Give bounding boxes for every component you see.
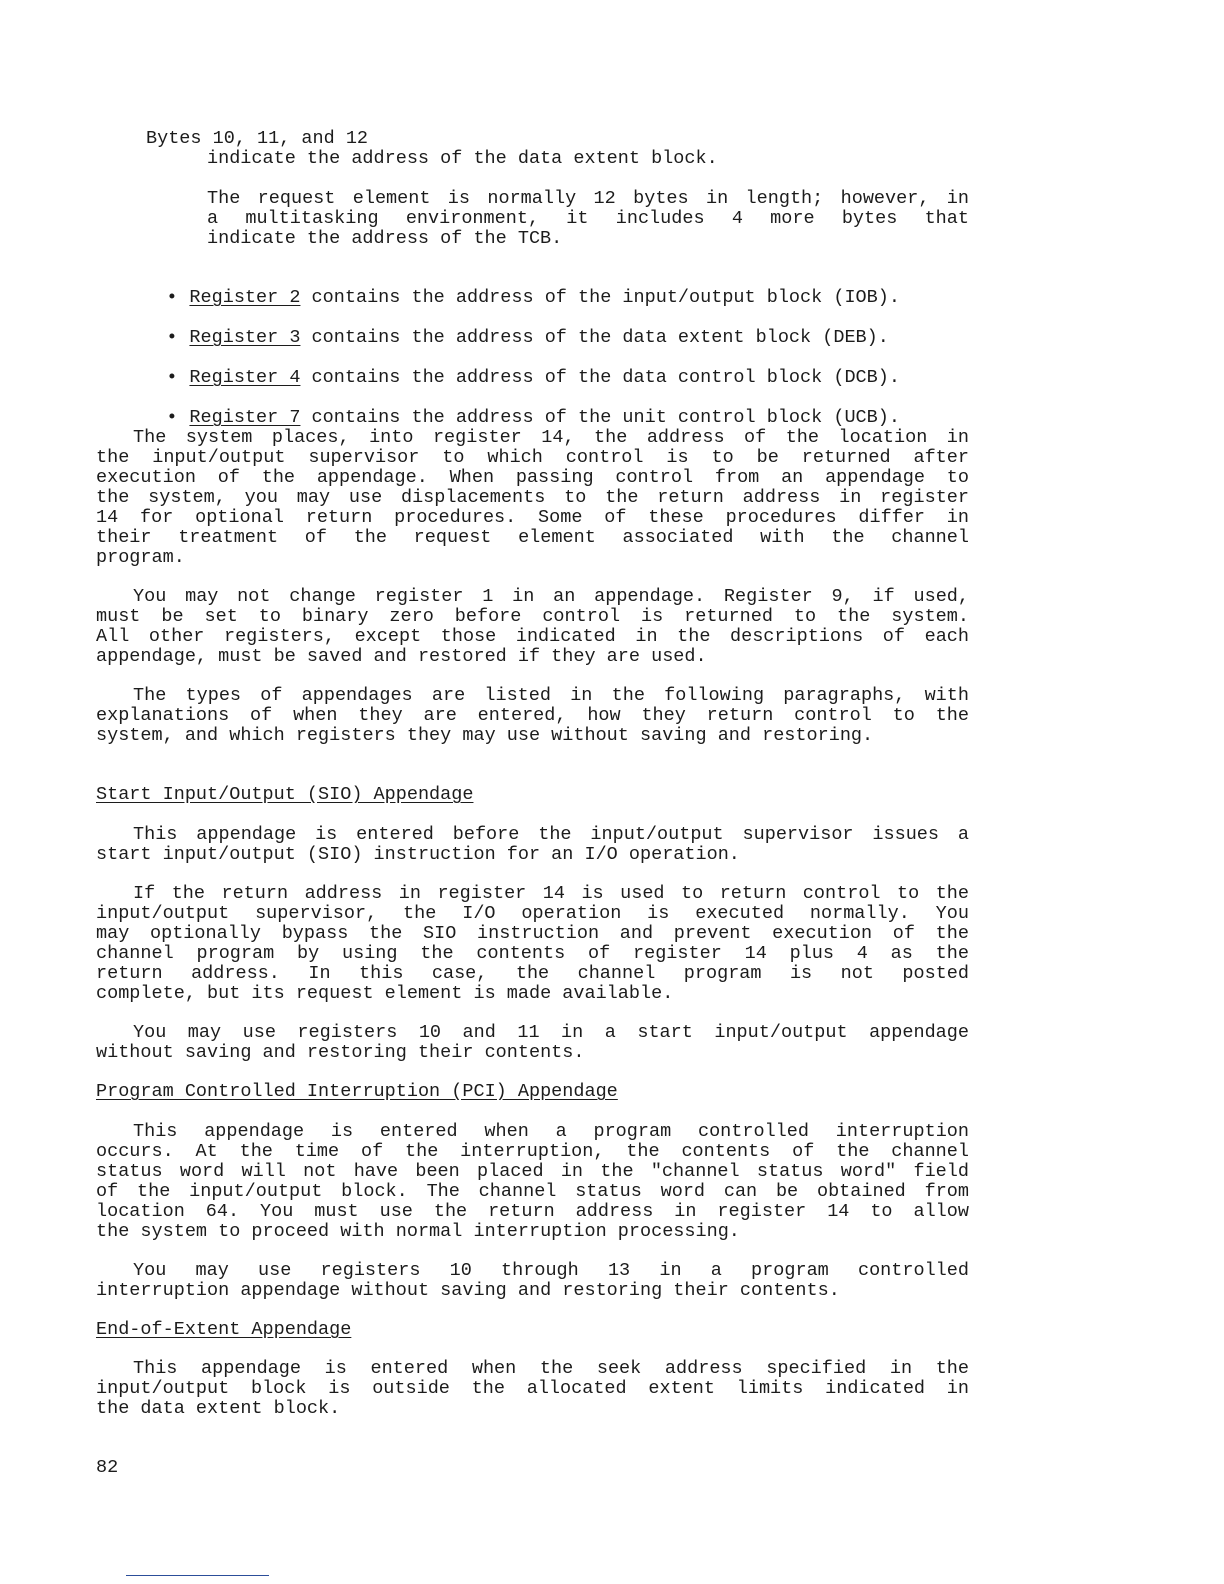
bullet-icon: • — [166, 287, 178, 308]
text-line: appendage, must be saved and restored if they are used. — [96, 646, 707, 667]
text-line: explanations of when they are entered, how they return control to the — [96, 705, 969, 726]
text-line: start input/output (SIO) instruction for an I/O operation. — [96, 844, 740, 865]
bytes-term — [146, 129, 368, 149]
text-line: return address. In this case, the channel program is not posted — [96, 963, 969, 984]
sio-paragraph-1 — [96, 825, 969, 865]
text-line: a multitasking environment, it includes 4 more bytes that — [207, 208, 969, 229]
request-element-note — [207, 189, 969, 249]
text-line: This appendage is entered when a program controlled interruption — [133, 1121, 969, 1142]
text-line: input/output supervisor, the I/O operation is executed normally. You — [96, 903, 969, 924]
text-line: occurs. At the time of the interruption, the contents of the channel — [96, 1141, 969, 1162]
register-description: contains the address of the data extent block (DEB). — [300, 327, 889, 348]
text-line: The request element is normally 12 bytes in length; however, in — [207, 188, 969, 209]
text-line: the input/output supervisor to which control is to be returned after — [96, 447, 969, 468]
text-line: of the input/output block. The channel status word can be obtained from — [96, 1181, 969, 1202]
page-number-text: 82 — [96, 1457, 119, 1478]
text-line: interruption appendage without saving and restoring their contents. — [96, 1280, 840, 1301]
bytes-term-label: Bytes 10, 11, and 12 — [146, 128, 369, 149]
paragraph-register-usage — [96, 587, 969, 667]
eoe-paragraph-1 — [96, 1359, 969, 1419]
register-description: contains the address of the data control block (DCB). — [300, 367, 900, 388]
paragraph-return-address — [96, 428, 969, 568]
register-name: Register 3 — [189, 327, 301, 348]
eoe-section-heading — [96, 1320, 351, 1340]
text-line: the data extent block. — [96, 1398, 341, 1419]
text-line: indicate the address of the TCB. — [207, 228, 563, 249]
text-line: channel program by using the contents of register 14 plus 4 as the — [96, 943, 969, 964]
page-number — [96, 1458, 118, 1478]
text-line: This appendage is entered before the input/output supervisor issues a — [133, 824, 969, 845]
register-name: Register 2 — [189, 287, 301, 308]
text-line: input/output block is outside the allocated extent limits indicated in — [96, 1378, 969, 1399]
text-line: You may not change register 1 in an appendage. Register 9, if used, — [133, 586, 969, 607]
pci-paragraph-2 — [96, 1261, 969, 1301]
bullet-icon: • — [166, 367, 178, 388]
sio-section-heading — [96, 785, 473, 805]
bullet-icon: • — [166, 407, 178, 428]
text-line: You may use registers 10 through 13 in a program controlled — [133, 1260, 969, 1281]
text-line: the system to proceed with normal interruption processing. — [96, 1221, 740, 1242]
text-line: 14 for optional return procedures. Some of these procedures differ in — [96, 507, 969, 528]
section-heading: End-of-Extent Appendage — [96, 1319, 352, 1340]
text-line: system, and which registers they may use without saving and restoring. — [96, 725, 874, 746]
register-name: Register 7 — [189, 407, 301, 428]
text-line: All other registers, except those indicated in the descriptions of each — [96, 626, 969, 647]
pci-section-heading — [96, 1082, 618, 1102]
text-line: the system, you may use displacements to the return address in register — [96, 487, 969, 508]
text-line: may optionally bypass the SIO instruction and prevent execution of the — [96, 923, 969, 944]
text-line: program. — [96, 547, 185, 568]
text-line: complete, but its request element is made available. — [96, 983, 674, 1004]
register-description: contains the address of the unit control block (UCB). — [300, 407, 900, 428]
register-description: contains the address of the input/output block (IOB). — [300, 287, 900, 308]
text-line: The system places, into register 14, the address of the location in — [133, 427, 969, 448]
text-line: location 64. You must use the return address in register 14 to allow — [96, 1201, 969, 1222]
text-line: their treatment of the request element associated with the channel — [96, 527, 969, 548]
text-line: execution of the appendage. When passing control from an appendage to — [96, 467, 969, 488]
register-name: Register 4 — [189, 367, 301, 388]
section-heading: Program Controlled Interruption (PCI) Appendage — [96, 1081, 618, 1102]
text-line: must be set to binary zero before control is returned to the system. — [96, 606, 969, 627]
text-line: without saving and restoring their contents. — [96, 1042, 585, 1063]
footer-rule — [126, 1575, 269, 1576]
text-line: You may use registers 10 and 11 in a start input/output appendage — [133, 1022, 969, 1043]
section-heading: Start Input/Output (SIO) Appendage — [96, 784, 474, 805]
bytes-definition — [207, 149, 718, 169]
pci-paragraph-1 — [96, 1122, 969, 1242]
sio-paragraph-3 — [96, 1023, 969, 1063]
bytes-definition-text: indicate the address of the data extent block. — [207, 148, 718, 169]
paragraph-appendage-types — [96, 686, 969, 746]
bullet-icon: • — [166, 327, 178, 348]
text-line: If the return address in register 14 is used to return control to the — [133, 883, 969, 904]
text-line: The types of appendages are listed in the following paragraphs, with — [133, 685, 969, 706]
text-line: status word will not have been placed in the "channel status word" field — [96, 1161, 969, 1182]
text-line: This appendage is entered when the seek address specified in the — [133, 1358, 969, 1379]
sio-paragraph-2 — [96, 884, 969, 1004]
